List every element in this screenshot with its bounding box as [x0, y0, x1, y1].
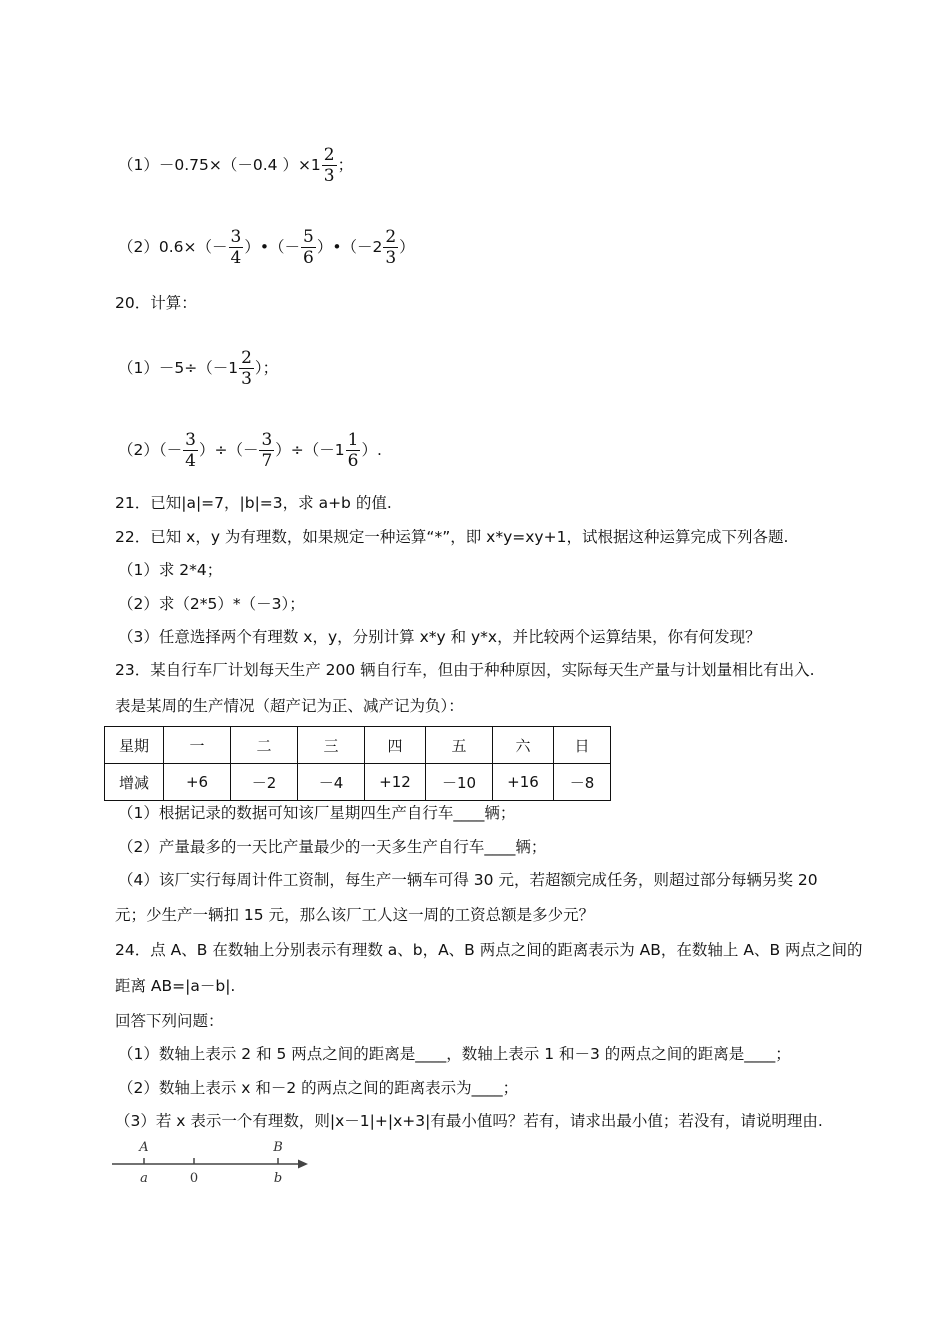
- q23-stem-line1: 23．某自行车厂计划每天生产 200 辆自行车，但由于种种原因，实际每天生产量与计划量相比有出入.: [115, 661, 815, 679]
- table-cell: 六: [493, 727, 554, 764]
- table-cell: +6: [164, 764, 231, 801]
- table-cell: 五: [426, 727, 493, 764]
- arrow-icon: [298, 1160, 308, 1169]
- q21-stem: 21．已知|a|=7，|b|=3，求 a+b 的值.: [115, 494, 392, 512]
- q19-part2: （2）0.6×（－ $\frac{3}{4}$ ）•（－ $\frac{5}{6}$ ）•（－2 $\frac{2}{3}$ ）: [118, 227, 415, 268]
- q23-part2: （2）产量最多的一天比产量最少的一天多生产自行车____辆；: [118, 838, 547, 856]
- q20-part1: （1）－5÷（－1 $\frac{2}{3}$ ）；: [118, 348, 279, 389]
- q24-stem-line2: 距离 AB=|a－b|.: [115, 977, 236, 995]
- label-A: A: [139, 1140, 149, 1155]
- q24-part3: （3）若 x 表示一个有理数，则|x－1|+|x+3|有最小值吗？若有，请求出最小值；若没有，请说明理由.: [115, 1112, 823, 1130]
- fraction: $\frac{3}{7}$: [261, 430, 273, 471]
- label-a: a: [140, 1171, 148, 1186]
- table-cell: 日: [554, 727, 611, 764]
- q22-part1: （1）求 2*4；: [118, 561, 223, 579]
- q22-part2: （2）求（2*5）*（－3）；: [118, 595, 305, 613]
- q24-part1: （1）数轴上表示 2 和 5 两点之间的距离是____，数轴上表示 1 和－3 的两点之间的距离是____；: [118, 1045, 791, 1063]
- table-header-row: [105, 727, 611, 764]
- table-cell: －8: [554, 764, 611, 801]
- table-cell: －2: [231, 764, 298, 801]
- table-cell: 星期: [105, 727, 164, 764]
- q22-stem: 22．已知 x，y 为有理数，如果规定一种运算“*”，即 x*y=xy+1，试根据这种运算完成下列各题.: [115, 528, 789, 546]
- table-cell: 四: [365, 727, 426, 764]
- label-B: B: [273, 1140, 283, 1155]
- q24-intro: 回答下列问题：: [115, 1012, 224, 1030]
- production-table: [104, 726, 611, 801]
- number-line-figure: [108, 1136, 318, 1188]
- label-b: b: [273, 1171, 283, 1186]
- q24-stem-line1: 24．点 A、B 在数轴上分别表示有理数 a、b，A、B 两点之间的距离表示为 AB，在数轴上 A、B 两点之间的: [115, 941, 863, 959]
- q20-part2: （2）（－ $\frac{3}{4}$ ）÷（－ $\frac{3}{7}$ ）÷（－1 $\frac{1}{6}$ ）.: [118, 430, 382, 471]
- table-cell: +16: [493, 764, 554, 801]
- table-cell: +12: [365, 764, 426, 801]
- q23-part4-line2: 元；少生产一辆扣 15 元，那么该厂工人这一周的工资总额是多少元？: [115, 906, 595, 924]
- label-zero: 0: [189, 1171, 199, 1186]
- q23-part4-line1: （4）该厂实行每周计件工资制，每生产一辆车可得 30 元，若超额完成任务，则超过部分每辆另奖 20: [118, 871, 818, 889]
- fraction: $\frac{2}{3}$: [323, 145, 335, 186]
- table-cell: 一: [164, 727, 231, 764]
- q19-part1: （1）－0.75×（－0.4 ）×1 $\frac{2}{3}$ ；: [118, 145, 354, 186]
- fraction: $\frac{3}{4}$: [185, 430, 196, 471]
- table-cell: 三: [298, 727, 365, 764]
- fraction: $\frac{2}{3}$: [385, 227, 397, 268]
- table-cell: －10: [426, 764, 493, 801]
- fraction: $\frac{5}{6}$: [302, 227, 314, 268]
- q23-part1: （1）根据记录的数据可知该厂星期四生产自行车____辆；: [118, 804, 516, 822]
- q22-part3: （3）任意选择两个有理数 x，y，分别计算 x*y 和 y*x，并比较两个运算结果，你有何发现？: [118, 628, 761, 646]
- table-cell: 增减: [105, 764, 164, 801]
- table-cell: 二: [231, 727, 298, 764]
- table-cell: －4: [298, 764, 365, 801]
- table-row: [105, 764, 611, 801]
- fraction: $\frac{1}{6}$: [347, 430, 359, 471]
- fraction: $\frac{2}{3}$: [241, 348, 252, 389]
- q20-title: 20．计算：: [115, 294, 197, 312]
- q23-stem-line2: 表是某周的生产情况（超产记为正、减产记为负）：: [115, 697, 464, 715]
- q24-part2: （2）数轴上表示 x 和－2 的两点之间的距离表示为____；: [118, 1079, 519, 1097]
- fraction: $\frac{3}{4}$: [230, 227, 242, 268]
